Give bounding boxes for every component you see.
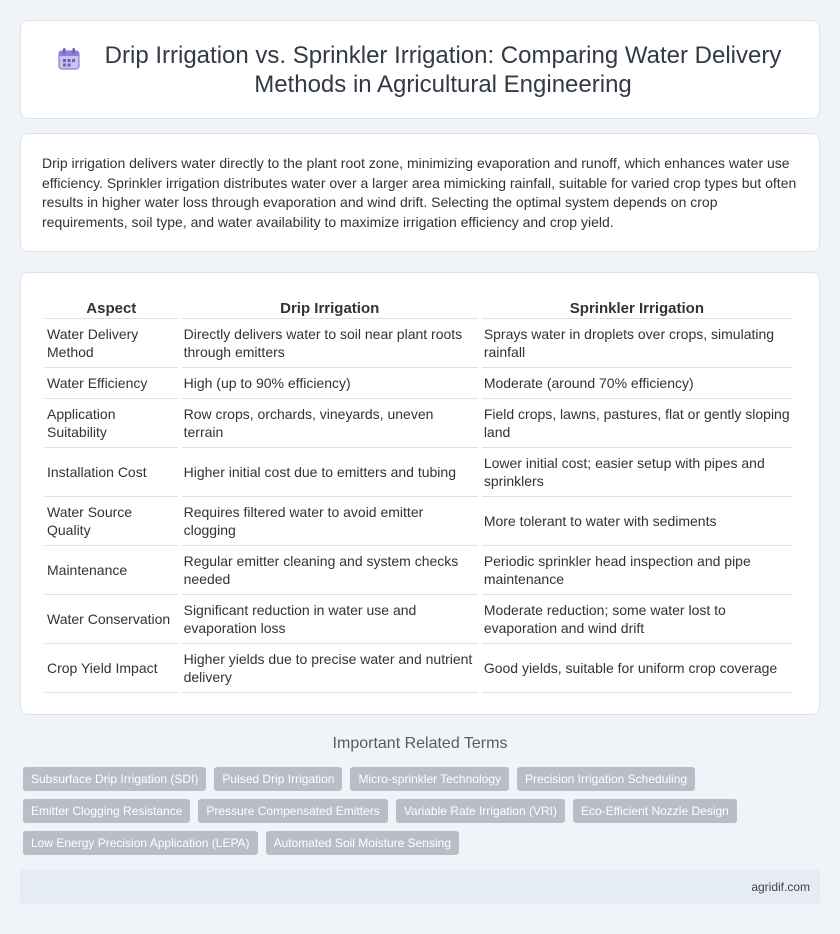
related-term-tag[interactable]: Low Energy Precision Application (LEPA) [23,831,258,855]
table-row [45,399,792,448]
intro-paragraph: Drip irrigation delivers water directly to the plant root zone, minimizing evaporation and runoff, which enhances water use efficiency. Sprinkler irrigation distributes water over a larger area mimicking rainfall, suitable for varied crop types but often results in higher water loss through evaporation and wind drift. Selecting the optimal system depends on crop requirements, soil type, and water availability to maximize irrigation efficiency and crop yield. [42,155,797,230]
drip-cell: Regular emitter cleaning and system checks needed [182,546,478,595]
header-sprinkler: Sprinkler Irrigation [482,295,792,319]
drip-cell: Requires filtered water to avoid emitter clogging [182,497,478,546]
calendar-icon [55,45,83,73]
comparison-card [20,272,820,715]
drip-cell: Row crops, orchards, vineyards, uneven terrain [182,399,478,448]
table-row [45,368,792,399]
table-row [45,644,792,693]
header-aspect: Aspect [45,295,178,319]
aspect-cell: Installation Cost [45,448,178,497]
sprinkler-cell: Sprays water in droplets over crops, simulating rainfall [482,319,792,368]
drip-cell: Higher yields due to precise water and nutrient delivery [182,644,478,693]
table-row [45,497,792,546]
sprinkler-cell: More tolerant to water with sediments [482,497,792,546]
related-term-tag[interactable]: Variable Rate Irrigation (VRI) [396,799,565,823]
aspect-cell: Maintenance [45,546,178,595]
related-term-tag[interactable]: Pulsed Drip Irrigation [214,767,342,791]
related-term-tag[interactable]: Micro-sprinkler Technology [350,767,509,791]
sprinkler-cell: Moderate (around 70% efficiency) [482,368,792,399]
aspect-cell: Water Delivery Method [45,319,178,368]
related-term-tag[interactable]: Precision Irrigation Scheduling [517,767,695,791]
sprinkler-cell: Field crops, lawns, pastures, flat or gently sloping land [482,399,792,448]
aspect-cell: Water Efficiency [45,368,178,399]
aspect-cell: Application Suitability [45,399,178,448]
related-terms-list [23,767,813,855]
sprinkler-cell: Good yields, suitable for uniform crop coverage [482,644,792,693]
sprinkler-cell: Moderate reduction; some water lost to evaporation and wind drift [482,595,792,644]
sprinkler-cell: Lower initial cost; easier setup with pipes and sprinklers [482,448,792,497]
drip-cell: Higher initial cost due to emitters and tubing [182,448,478,497]
related-term-tag[interactable]: Eco-Efficient Nozzle Design [573,799,737,823]
table-row [45,448,792,497]
related-term-tag[interactable]: Automated Soil Moisture Sensing [266,831,459,855]
related-terms-heading: Important Related Terms [332,735,508,752]
aspect-cell: Water Source Quality [45,497,178,546]
title-card [20,20,820,119]
sprinkler-cell: Periodic sprinkler head inspection and pipe maintenance [482,546,792,595]
comparison-table [41,295,796,693]
table-row [45,595,792,644]
related-term-tag[interactable]: Pressure Compensated Emitters [198,799,387,823]
drip-cell: Significant reduction in water use and evaporation loss [182,595,478,644]
aspect-cell: Water Conservation [45,595,178,644]
related-term-tag[interactable]: Subsurface Drip Irrigation (SDI) [23,767,206,791]
intro-card [20,133,820,252]
header-drip: Drip Irrigation [182,295,478,319]
related-term-tag[interactable]: Emitter Clogging Resistance [23,799,190,823]
drip-cell: High (up to 90% efficiency) [182,368,478,399]
footer-bar [20,870,820,904]
page-title: Drip Irrigation vs. Sprinkler Irrigation: Comparing Water Delivery Methods in Agricultural Engineering [104,41,782,98]
aspect-cell: Crop Yield Impact [45,644,178,693]
table-row [45,319,792,368]
drip-cell: Directly delivers water to soil near plant roots through emitters [182,319,478,368]
footer-site-link[interactable]: agridif.com [751,880,810,894]
table-row [45,546,792,595]
table-header-row [45,295,792,319]
